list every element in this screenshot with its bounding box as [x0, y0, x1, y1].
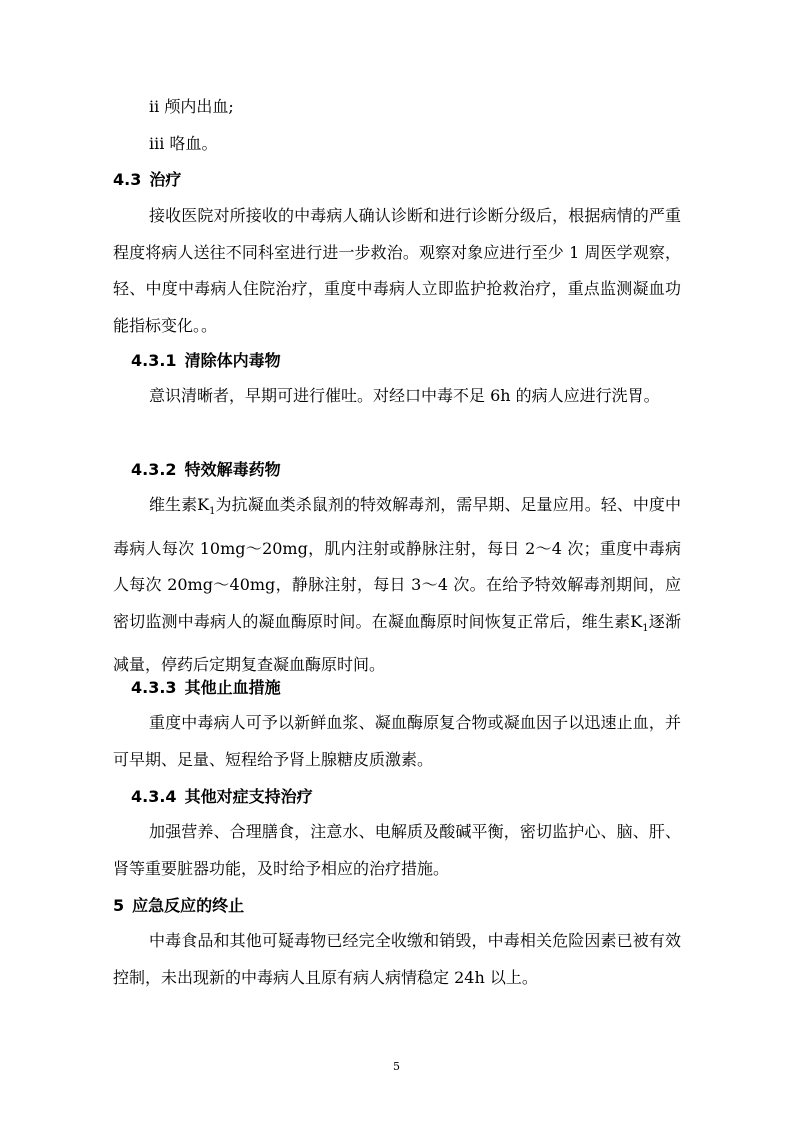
section-heading-4-3 — [113, 170, 181, 190]
antidote-text-part-3: 逐渐减量，停药后定期复查凝血酶原时间。 — [113, 611, 681, 675]
section-number: 5 — [113, 896, 125, 915]
paragraph-treatment: 接收医院对所接收的中毒病人确认诊断和进行诊断分级后，根据病情的严重程度将病人送往不同科室进行进一步救治。观察对象应进行至少 1 周医学观察，轻、中度中毒病人住院治疗，重度中毒病人立即监护抢救治疗，重点监测凝血功能指标变化。。 — [113, 206, 681, 335]
paragraph-antidote — [113, 487, 681, 684]
section-heading-5 — [113, 896, 244, 916]
section-heading-4-3-4 — [131, 787, 313, 807]
antidote-text-part-1: 维生素K — [149, 495, 210, 514]
subscript: 1 — [642, 622, 649, 634]
paragraph-hemostasis: 重度中毒病人可予以新鲜血浆、凝血酶原复合物或凝血因子以迅速止血，并可早期、足量、短程给予肾上腺糖皮质激素。 — [113, 713, 681, 769]
section-number: 4.3.2 — [131, 460, 177, 479]
subscript: 1 — [209, 506, 216, 518]
section-heading-4-3-1 — [131, 351, 281, 371]
section-heading-4-3-3 — [131, 678, 281, 698]
section-title: 其他对症支持治疗 — [184, 787, 313, 806]
section-heading-4-3-2 — [131, 460, 281, 480]
paragraph-poison-removal: 意识清晰者，早期可进行催吐。对经口中毒不足 6h 的病人应进行洗胃。 — [149, 386, 660, 405]
antidote-text-part-2: 为抗凝血类杀鼠剂的特效解毒剂，需早期、足量应用。轻、中度中毒病人每次 10mg～20mg，肌内注射或静脉注射，每日 2～4 次；重度中毒病人每次 20mg～40mg，静脉注射，每日 3～4 次。在给予特效解毒剂期间，应密切监测中毒病人的凝血酶原时间。在凝血酶原时间恢复正常后，维生素K — [113, 495, 681, 631]
section-title: 特效解毒药物 — [184, 460, 281, 479]
section-number: 4.3.4 — [131, 787, 177, 806]
section-title: 清除体内毒物 — [184, 351, 281, 370]
paragraph-termination: 中毒食品和其他可疑毒物已经完全收缴和销毁，中毒相关危险因素已被有效控制，未出现新的中毒病人且原有病人病情稳定 24h 以上。 — [113, 931, 681, 987]
section-number: 4.3.3 — [131, 678, 177, 697]
paragraph-supportive-care: 加强营养、合理膳食，注意水、电解质及酸碱平衡，密切监护心、脑、肝、肾等重要脏器功能，及时给予相应的治疗措施。 — [113, 822, 681, 878]
list-item-iii: iii 咯血。 — [149, 134, 218, 153]
section-title: 治疗 — [149, 170, 182, 189]
section-number: 4.3.1 — [131, 351, 177, 370]
page-number: 5 — [393, 1060, 400, 1073]
section-title: 其他止血措施 — [184, 678, 281, 697]
section-number: 4.3 — [113, 170, 142, 189]
list-item-ii: ii 颅内出血; — [149, 97, 234, 116]
section-title: 应急反应的终止 — [132, 896, 245, 915]
